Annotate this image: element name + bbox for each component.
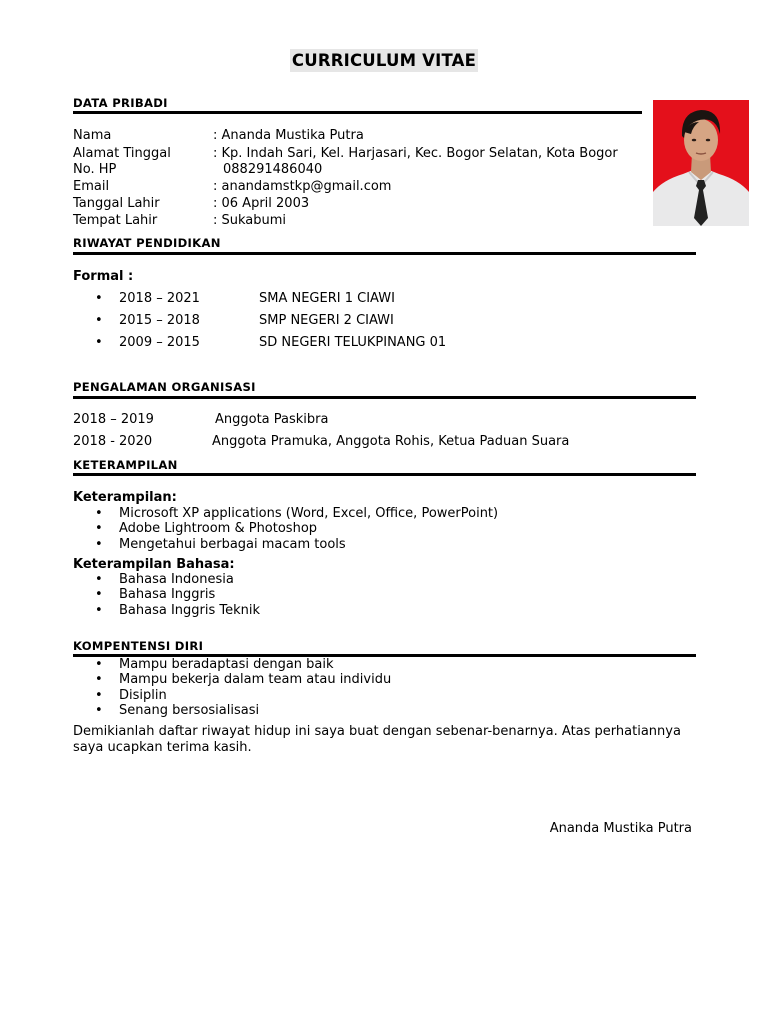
personal-row <box>73 145 673 162</box>
field-label: Email <box>73 179 110 194</box>
personal-row <box>73 212 673 229</box>
education-school: SD NEGERI TELUKPINANG 01 <box>259 335 447 350</box>
closing-line: saya ucapkan terima kasih. <box>73 739 252 755</box>
section-divider <box>73 396 696 399</box>
organization-years: 2018 – 2019 <box>73 412 154 427</box>
bullet-icon: • <box>95 335 103 350</box>
section-heading-competence: KOMPENTENSI DIRI <box>73 639 204 653</box>
field-value: : Sukabumi <box>213 213 287 228</box>
section-heading-education: RIWAYAT PENDIDIKAN <box>73 236 221 250</box>
personal-row <box>73 195 673 212</box>
section-heading-organization: PENGALAMAN ORGANISASI <box>73 380 256 394</box>
field-value: : Kp. Indah Sari, Kel. Harjasari, Kec. Bogor Selatan, Kota Bogor <box>213 146 618 161</box>
education-school: SMP NEGERI 2 CIAWI <box>259 313 394 328</box>
list-item: • Mampu beradaptasi dengan baik <box>95 657 391 672</box>
field-label: No. HP <box>73 162 117 177</box>
signature-name: Ananda Mustika Putra <box>549 821 692 836</box>
list-item: • Senang bersosialisasi <box>95 703 391 718</box>
field-value: 088291486040 <box>223 162 323 177</box>
organization-desc: Anggota Paskibra <box>215 412 329 427</box>
title-text: CURRICULUM VITAE <box>291 51 477 70</box>
personal-row <box>73 161 673 178</box>
organization-desc: Anggota Pramuka, Anggota Rohis, Ketua Paduan Suara <box>212 434 570 449</box>
organization-item <box>73 431 693 453</box>
personal-row <box>73 127 673 144</box>
personal-row <box>73 178 673 195</box>
education-subheading: Formal : <box>73 269 134 284</box>
document-title <box>0 49 768 72</box>
language-subheading: Keterampilan Bahasa: <box>73 557 235 572</box>
closing-statement <box>73 724 713 755</box>
education-school: SMA NEGERI 1 CIAWI <box>259 291 395 306</box>
education-item <box>95 332 655 354</box>
field-label: Tempat Lahir <box>73 213 158 228</box>
education-years: 2009 – 2015 <box>119 335 200 350</box>
section-divider <box>73 252 696 255</box>
list-item: • Microsoft XP applications (Word, Excel, Office, PowerPoint) <box>95 506 498 521</box>
field-label: Tanggal Lahir <box>73 196 160 211</box>
list-item: • Adobe Lightroom & Photoshop <box>95 521 498 536</box>
bullet-icon: • <box>95 313 103 328</box>
list-item: • Mampu bekerja dalam team atau individu <box>95 672 391 687</box>
organization-years: 2018 - 2020 <box>73 434 153 449</box>
field-label: Alamat Tinggal <box>73 146 171 161</box>
section-heading-personal: DATA PRIBADI <box>73 96 168 110</box>
field-value: : Ananda Mustika Putra <box>213 128 364 143</box>
organization-item <box>73 409 693 431</box>
list-item: • Mengetahui berbagai macam tools <box>95 537 498 552</box>
education-item <box>95 288 655 310</box>
list-item: • Bahasa Inggris Teknik <box>95 603 260 618</box>
education-years: 2015 – 2018 <box>119 313 200 328</box>
list-item: • Bahasa Indonesia <box>95 572 260 587</box>
education-item <box>95 310 655 332</box>
list-item: • Bahasa Inggris <box>95 587 260 602</box>
list-item: • Disiplin <box>95 688 391 703</box>
skills-subheading: Keterampilan: <box>73 490 177 505</box>
section-divider <box>73 111 642 114</box>
section-divider <box>73 473 696 476</box>
language-skills-list <box>95 572 260 618</box>
field-value: : 06 April 2003 <box>213 196 310 211</box>
competence-list <box>95 657 391 718</box>
section-heading-skills: KETERAMPILAN <box>73 458 178 472</box>
field-value: : anandamstkp@gmail.com <box>213 179 392 194</box>
field-label: Nama <box>73 128 112 143</box>
education-years: 2018 – 2021 <box>119 291 200 306</box>
bullet-icon: • <box>95 291 103 306</box>
technical-skills-list <box>95 506 498 552</box>
closing-line: Demikianlah daftar riwayat hidup ini saya buat dengan sebenar-benarnya. Atas perhatiannya <box>73 724 681 739</box>
